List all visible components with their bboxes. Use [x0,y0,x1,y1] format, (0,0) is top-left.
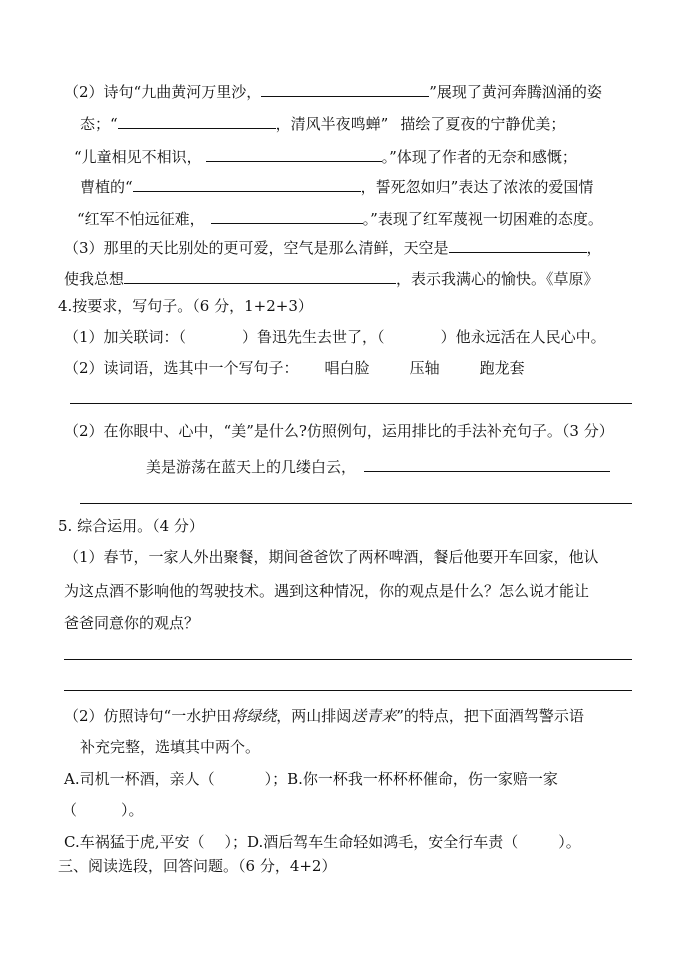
paren-close: ）。 [121,801,144,819]
q3-line-2 [64,268,599,289]
word-option: 唱白脸 [324,359,370,377]
option-d-text: ）；D.酒后驾车生命轻如鸿毛，安全行车责（ [224,833,519,851]
answer-line[interactable] [64,659,632,660]
option-a-line [64,769,558,789]
s4-q1-text-b: ）鲁迅先生去世了，（ [242,328,385,346]
s5-q1-line-1: （1）春节，一家人外出聚餐，期间爸爸饮了两杯啤酒，餐后他要开车回家，他认 [64,548,599,566]
q3-line-2-text-b: ，表示我满心的愉快。《草原》 [396,270,599,288]
answer-blank[interactable] [206,146,382,162]
q3-line-2-text-a: 使我总想 [64,270,125,288]
q2-line-1 [64,81,602,102]
word-option: 跑龙套 [479,359,525,377]
answer-blank[interactable] [118,113,276,129]
q2-line-2 [80,113,565,134]
answer-blank[interactable] [211,208,363,224]
section-5-heading: 5. 综合运用。（4 分） [58,517,204,535]
q2-line-4-text-a: 曹植的“ [80,178,133,196]
answer-blank[interactable] [364,456,610,472]
s4-q1 [64,327,606,347]
answer-blank[interactable] [261,81,429,97]
s5-q2-text-e: ”的特点，把下面酒驾警示语 [396,707,584,725]
word-option: 压轴 [409,359,440,377]
s4-q3: （2）在你眼中、心中，“美”是什么?仿照例句，运用排比的手法补充句子。（3 分） [64,422,614,440]
s4-q2-text: （2）读词语，选其中一个写句子： [64,359,299,377]
q2-line-1-text-a: （2）诗句“九曲黄河万里沙， [64,83,262,101]
answer-line[interactable] [80,503,632,504]
s5-q2-text-a: （2）仿照诗句“一水护田 [64,707,232,725]
q2-line-2-text-a: 态；“ [80,115,118,133]
s5-q2-line-2: 补充完整，选填其中两个。 [80,738,261,756]
q3-line-1 [64,237,602,258]
option-b-continuation [62,800,144,820]
q2-line-4 [80,176,593,197]
option-b-text: ）；B.你一杯我一杯杯杯催命，伤一家赔一家 [264,770,558,788]
answer-blank[interactable] [133,176,361,192]
s4-q1-text-c: ）他永远活在人民心中。 [440,328,606,346]
answer-blank[interactable] [449,237,587,253]
paren-open: （ [62,801,78,819]
s4-q3-example-text: 美是游荡在蓝天上的几缕白云， [146,458,357,476]
paren-close: ）。 [558,833,581,851]
q2-line-5-text-b: 。”表现了红军蔑视一切困难的态度。 [362,210,603,228]
answer-line[interactable] [64,690,632,691]
q3-line-1-text-a: （3）那里的天比别处的更可爱，空气是那么清鲜，天空是 [64,239,449,257]
answer-line[interactable] [70,403,632,404]
answer-blank[interactable] [124,268,396,284]
section-3-heading: 三、阅读选段，回答问题。（6 分，4+2） [58,857,337,875]
s4-q1-text-a: （1）加关联词：（ [64,328,187,346]
option-c-text: C.车祸猛于虎,平安（ [64,833,205,851]
q2-line-1-text-b: ”展现了黄河奔腾汹涌的姿 [429,83,602,101]
s5-q1-line-2: 为这点酒不影响他的驾驶技术。遇到这种情况，你的观点是什么？怎么说才能让 [64,582,590,600]
s4-q3-example [146,456,610,477]
q2-line-3-text-b: 。”体现了作者的无奈和感慨； [381,148,577,166]
s5-q2-italic-a: 将绿绕 [231,707,277,725]
q2-line-3 [74,146,577,167]
q2-line-2-text-b: ，清风半夜鸣蝉” [275,115,389,133]
section-4-heading: 4.按要求，写句子。（6 分，1+2+3） [58,297,313,315]
q3-line-1-text-b: ， [586,239,602,257]
q2-line-2-text-c: 描绘了夏夜的宁静优美； [400,115,566,133]
q2-line-5-text-a: “红军不怕远征难， [77,210,205,228]
s5-q1-line-3: 爸爸同意你的观点？ [64,614,200,632]
s5-q2-italic-b: 送青来 [351,707,397,725]
q2-line-5 [77,208,603,229]
option-c-line [64,832,581,852]
option-a-text: A.司机一杯酒，亲人（ [64,770,215,788]
s4-q2 [64,358,525,378]
q2-line-4-text-b: ，誓死忽如归”表达了浓浓的爱国情 [360,178,594,196]
q2-line-3-text-a: “儿童相见不相识， [74,148,202,166]
s5-q2-line-1 [64,706,584,726]
s5-q2-text-c: ，两山排闼 [276,707,352,725]
